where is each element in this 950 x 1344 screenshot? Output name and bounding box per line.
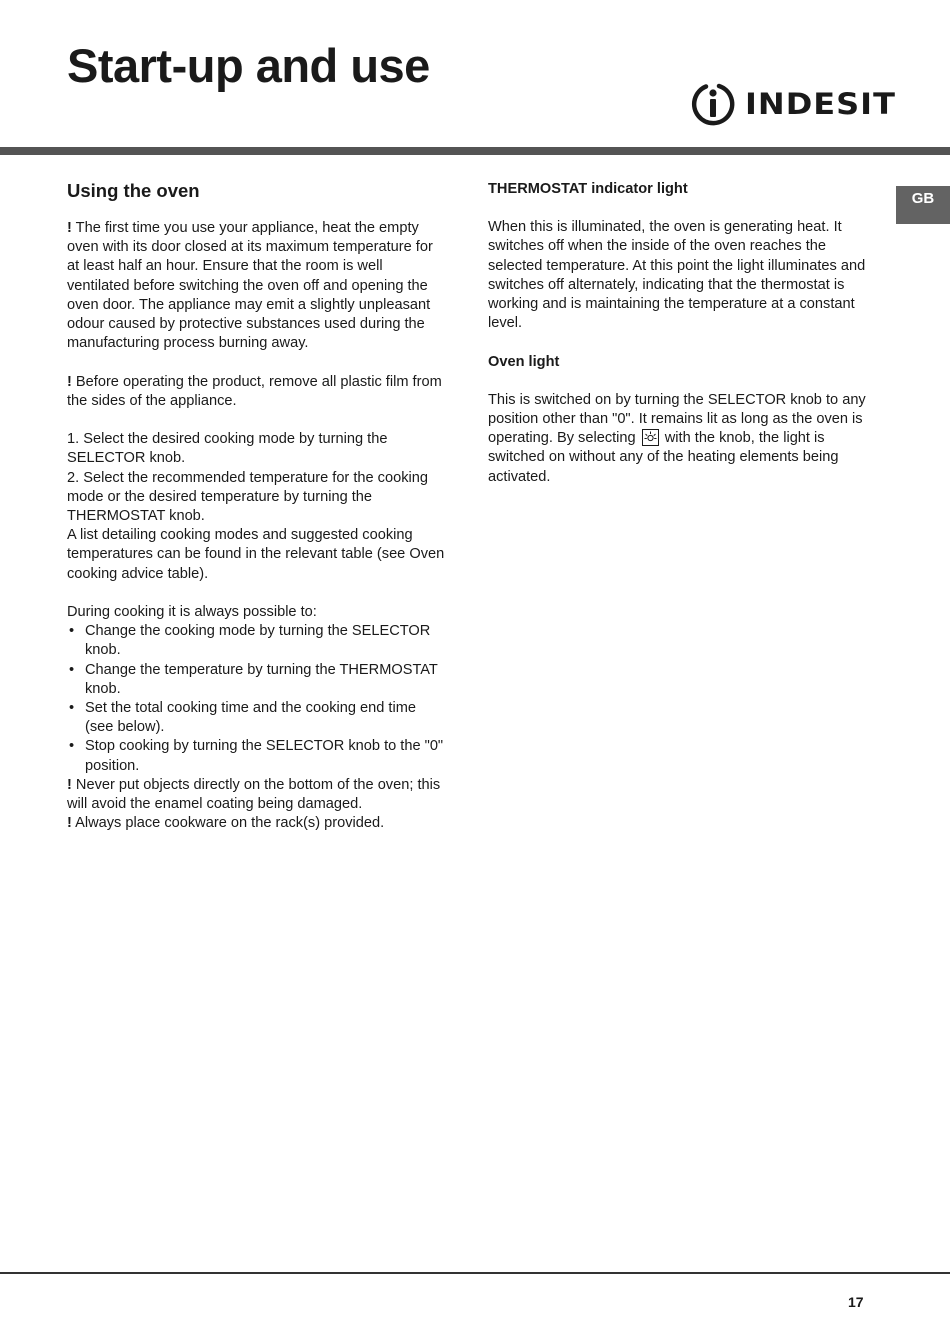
oven-light-text-a: This is switched on by turning the SELECTOR knob to any position other than "0". It remains lit as long as the oven is operating. By selecting xyxy=(488,391,866,447)
step-1: 1. Select the desired cooking mode by turning the SELECTOR knob. xyxy=(67,431,388,467)
during-cooking-intro: During cooking it is always possible to: xyxy=(67,604,317,621)
warning-mark: ! xyxy=(67,373,72,390)
step-2: 2. Select the recommended temperature for the cooking mode or the desired temperature by turning the THERMOSTAT knob. xyxy=(67,469,428,525)
warning-mark: ! xyxy=(67,220,72,236)
left-column xyxy=(67,180,445,833)
section-heading-using-the-oven: Using the oven xyxy=(67,180,200,201)
right-column xyxy=(488,180,868,487)
oven-light-heading: Oven light xyxy=(488,353,560,370)
footer-divider xyxy=(0,1272,950,1274)
plastic-film-text: Before operating the product, remove all plastic film from the sides of the appliance. xyxy=(67,373,442,409)
oven-bottom-warning xyxy=(67,776,445,814)
oven-lamp-icon xyxy=(642,429,659,446)
indesit-emblem-icon xyxy=(689,80,737,128)
list-item: • Stop cooking by turning the SELECTOR knob to the "0" position. xyxy=(67,737,445,775)
first-use-paragraph xyxy=(67,219,445,353)
list-item: • Set the total cooking time and the cooking end time (see below). xyxy=(67,699,445,737)
header-divider xyxy=(0,147,950,155)
cookware-warning-text: Always place cookware on the rack(s) provided. xyxy=(71,815,385,832)
brand-logo xyxy=(689,80,896,128)
cookware-warning xyxy=(67,814,445,833)
oven-bottom-warning-text: Never put objects directly on the bottom of the oven; this will avoid the enamel coating being damaged. xyxy=(67,776,441,813)
warning-mark: ! xyxy=(67,815,72,832)
oven-light-text-b: with the knob, the light is switched on without any of the heating elements being activated. xyxy=(488,430,839,485)
language-tab: GB xyxy=(896,186,950,224)
page-title: Start-up and use xyxy=(67,39,430,92)
warning-mark: ! xyxy=(67,776,72,793)
brand-wordmark: INDESIT xyxy=(745,86,896,122)
oven-light-paragraph xyxy=(488,391,868,487)
list-item: • Change the cooking mode by turning the SELECTOR knob. xyxy=(67,622,445,660)
plastic-film-paragraph xyxy=(67,373,445,411)
during-cooking-list xyxy=(67,622,445,776)
list-item: • Change the temperature by turning the THERMOSTAT knob. xyxy=(67,661,445,699)
cooking-modes-note: A list detailing cooking modes and suggested cooking temperatures can be found in the relevant table (see Oven cooking advice table). xyxy=(67,527,445,582)
thermostat-light-text: When this is illuminated, the oven is generating heat. It switches off when the inside of the oven reaches the selected temperature. At this point the light illuminates and switches off alternately, indicating that the thermostat is working and is maintaining the temperature at a constant level. xyxy=(488,219,866,332)
page-number: 17 xyxy=(848,1294,864,1310)
first-use-text: The first time you use your appliance, heat the empty oven with its door closed at its maximum temperature for at least half an hour. Ensure that the room is well ventilated before switching the oven off and opening the oven door. The appliance may emit a slightly unpleasant odour caused by protective substances used during the manufacturing process burning away. xyxy=(67,220,433,352)
thermostat-light-heading: THERMOSTAT indicator light xyxy=(488,181,688,197)
